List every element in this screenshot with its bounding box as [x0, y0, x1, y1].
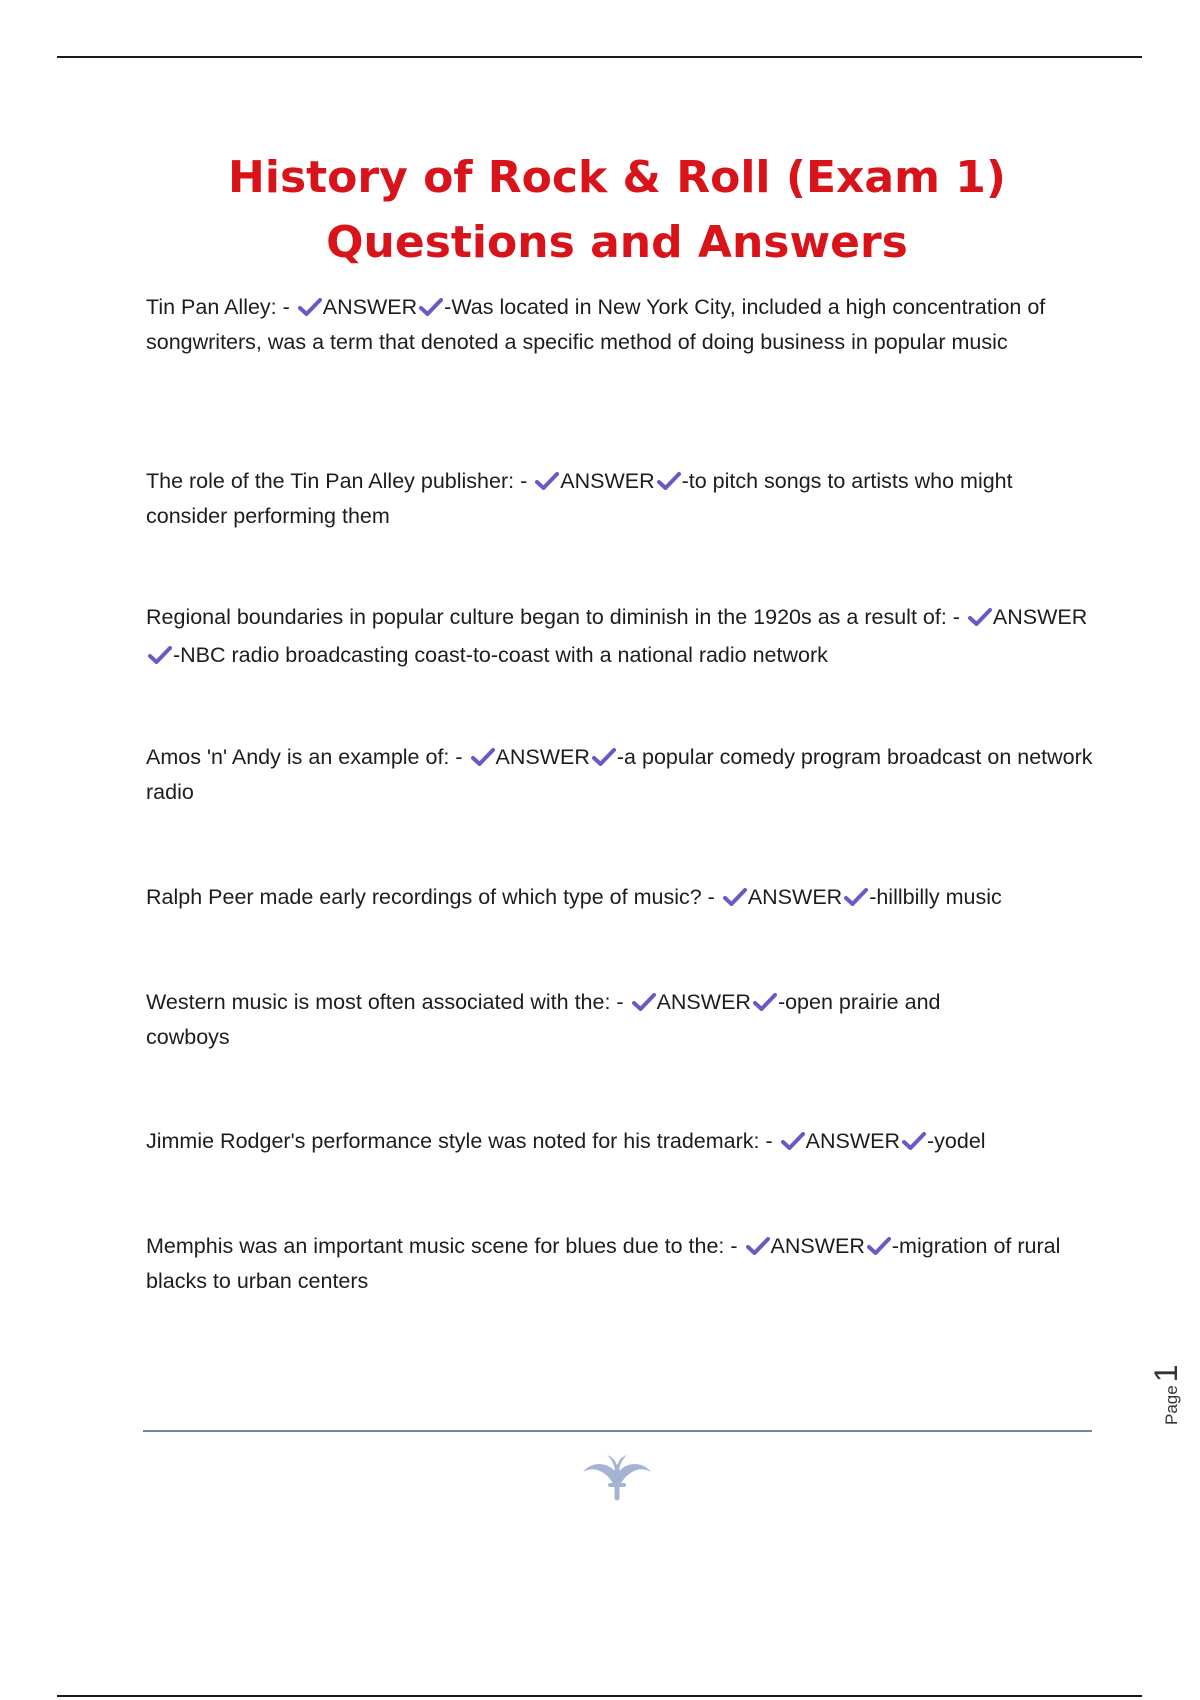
qa-item-ralph-peer	[146, 880, 1096, 915]
question-text: Memphis was an important music scene for blues due to the: -	[146, 1234, 738, 1258]
fleur-ornament-icon	[580, 1445, 655, 1501]
answer-text: -NBC radio broadcasting coast-to-coast with a national radio network	[173, 643, 828, 667]
page-label: Page	[1162, 1385, 1181, 1425]
bottom-rule	[57, 1695, 1142, 1697]
question-text: Regional boundaries in popular culture began to diminish in the 1920s as a result of: -	[146, 605, 960, 629]
question-text: Western music is most often associated with the: -	[146, 990, 624, 1014]
check-mark-icon	[419, 298, 443, 316]
check-mark-icon	[723, 888, 747, 906]
check-mark-icon	[902, 1132, 926, 1150]
answer-label: ANSWER	[495, 745, 590, 769]
answer-label: ANSWER	[560, 469, 655, 493]
qa-item-western-music	[146, 985, 1006, 1055]
check-mark-icon	[968, 608, 992, 626]
check-mark-icon	[867, 1237, 891, 1255]
answer-label: ANSWER	[770, 1234, 865, 1258]
page-number	[1148, 1325, 1188, 1425]
check-mark-icon	[844, 888, 868, 906]
title-line-2: Questions and Answers	[326, 217, 908, 268]
check-mark-icon	[592, 748, 616, 766]
check-mark-icon	[657, 472, 681, 490]
check-mark-icon	[535, 472, 559, 490]
answer-text: -to pitch songs to artists who might consider performing them	[146, 469, 1013, 528]
check-mark-icon	[298, 298, 322, 316]
check-mark-icon	[753, 993, 777, 1011]
answer-label: ANSWER	[747, 885, 843, 909]
page-number-value: 1	[1148, 1364, 1184, 1383]
answer-label: ANSWER	[656, 990, 751, 1014]
answer-text: -a popular comedy program broadcast on network radio	[146, 745, 1093, 804]
question-text: Jimmie Rodger's performance style was noted for his trademark: -	[146, 1129, 773, 1153]
question-text: The role of the Tin Pan Alley publisher: -	[146, 469, 528, 493]
footer-rule	[143, 1430, 1092, 1432]
check-mark-icon	[746, 1237, 770, 1255]
answer-label: ANSWER	[992, 605, 1088, 629]
qa-item-amos-n-andy	[146, 740, 1096, 810]
qa-item-regional-boundaries	[146, 598, 1096, 674]
qa-item-jimmie-rodgers	[146, 1124, 1096, 1159]
answer-text: -migration of rural blacks to urban centers	[146, 1234, 1061, 1293]
answer-text: -Was located in New York City, included a high concentration of songwriters, was a term that denoted a specific method of doing business in popular music	[146, 295, 1046, 354]
qa-item-tin-pan-alley	[146, 290, 1096, 360]
qa-item-memphis	[146, 1229, 1096, 1299]
question-text: Ralph Peer made early recordings of which type of music? -	[146, 885, 715, 909]
check-mark-icon	[632, 993, 656, 1011]
question-text: Amos 'n' Andy is an example of: -	[146, 745, 463, 769]
answer-text: -hillbilly music	[869, 885, 1002, 909]
answer-label: ANSWER	[805, 1129, 900, 1153]
qa-item-publisher-role	[146, 464, 1096, 534]
answer-text: -open prairie and cowboys	[146, 990, 941, 1049]
title-line-1: History of Rock & Roll (Exam 1)	[228, 152, 1006, 203]
check-mark-icon	[781, 1132, 805, 1150]
check-mark-icon	[471, 748, 495, 766]
check-mark-icon	[148, 646, 172, 664]
answer-label: ANSWER	[322, 295, 418, 319]
answer-text: -yodel	[927, 1129, 986, 1153]
top-rule	[57, 56, 1142, 58]
question-text: Tin Pan Alley: -	[146, 295, 290, 319]
page-title	[100, 145, 1134, 275]
